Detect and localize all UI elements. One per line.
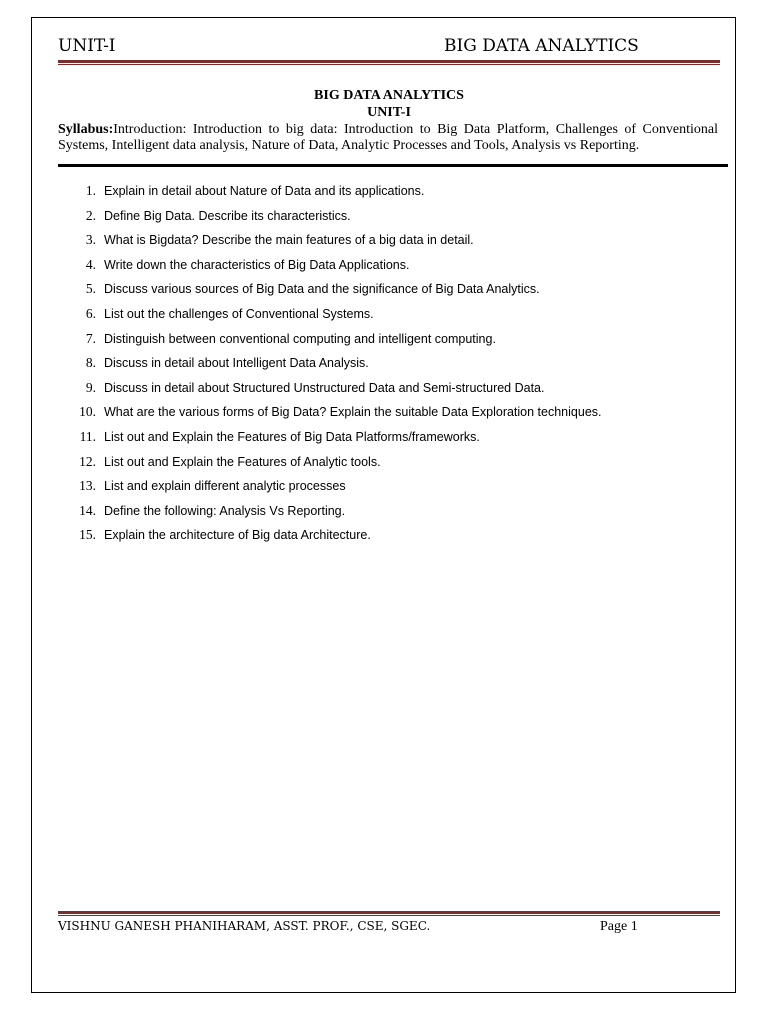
question-item [58, 279, 718, 304]
question-number: 1. [85, 183, 96, 198]
question-number: 4. [85, 256, 96, 272]
question-number: 2. [85, 207, 96, 223]
footer-page-number: Page 1 [600, 919, 638, 934]
question-text: List out and Explain the Features of Big Data Platforms/frameworks. [104, 429, 480, 444]
question-text: List and explain different analytic processes [104, 479, 346, 494]
question-text: Discuss in detail about Intelligent Data Analysis. [104, 356, 369, 371]
document-title-subject: BIG DATA ANALYTICS [314, 88, 464, 103]
question-number: 12. [79, 453, 96, 469]
question-item [58, 378, 718, 403]
question-item [58, 402, 718, 427]
question-number: 3. [85, 232, 96, 248]
footer-rule [58, 911, 720, 916]
syllabus-text: Introduction: Introduction to big data: Introduction to Big Data Platform, Challenges of Conventional Systems, Intelligent data analysis, Nature of Data, Analytic Processes and Tools, Analysis vs Reporting. [58, 122, 718, 153]
question-text: Discuss in detail about Structured Unstructured Data and Semi-structured Data. [104, 380, 545, 395]
syllabus-label: Syllabus: [58, 122, 114, 137]
question-text: Discuss various sources of Big Data and the significance of Big Data Analytics. [104, 282, 540, 297]
question-number: 10. [79, 404, 96, 420]
document-title [58, 87, 720, 121]
page-header [58, 36, 720, 60]
section-divider [58, 164, 728, 167]
question-item [58, 452, 718, 477]
header-rule [58, 60, 720, 65]
question-item [58, 206, 718, 231]
question-text: Distinguish between conventional computing and intelligent computing. [104, 331, 496, 346]
question-item [58, 255, 718, 280]
document-title-unit: UNIT-I [367, 105, 411, 120]
question-text: What are the various forms of Big Data? Explain the suitable Data Exploration techniques. [104, 405, 602, 420]
question-number: 5. [85, 281, 96, 297]
question-item [58, 525, 718, 550]
question-item [58, 181, 718, 206]
question-number: 8. [85, 355, 96, 371]
header-subject-title: BIG DATA ANALYTICS [444, 36, 639, 56]
question-text: What is Bigdata? Describe the main features of a big data in detail. [104, 233, 474, 248]
question-number: 13. [79, 478, 96, 494]
question-text: Explain in detail about Nature of Data and its applications. [104, 184, 425, 198]
question-item [58, 501, 718, 526]
question-number: 7. [85, 330, 96, 346]
question-number: 9. [85, 379, 96, 395]
syllabus-paragraph [58, 122, 718, 154]
question-number: 6. [85, 305, 96, 321]
question-number: 15. [79, 527, 96, 543]
question-item [58, 304, 718, 329]
question-item [58, 329, 718, 354]
question-list [58, 181, 718, 550]
question-number: 11. [79, 428, 96, 444]
header-unit-label: UNIT-I [58, 36, 116, 56]
question-item [58, 353, 718, 378]
question-text: Write down the characteristics of Big Data Applications. [104, 257, 410, 272]
question-item [58, 476, 718, 501]
question-text: List out and Explain the Features of Analytic tools. [104, 454, 381, 469]
question-text: Explain the architecture of Big data Architecture. [104, 528, 371, 543]
question-text: Define the following: Analysis Vs Reporting. [104, 503, 346, 518]
question-text: List out the challenges of Conventional Systems. [104, 306, 374, 321]
question-number: 14. [79, 502, 96, 518]
question-text: Define Big Data. Describe its characteristics. [104, 208, 351, 223]
question-item [58, 427, 718, 452]
question-item [58, 230, 718, 255]
footer-author: VISHNU GANESH PHANIHARAM, ASST. PROF., CSE, SGEC. [58, 919, 431, 933]
